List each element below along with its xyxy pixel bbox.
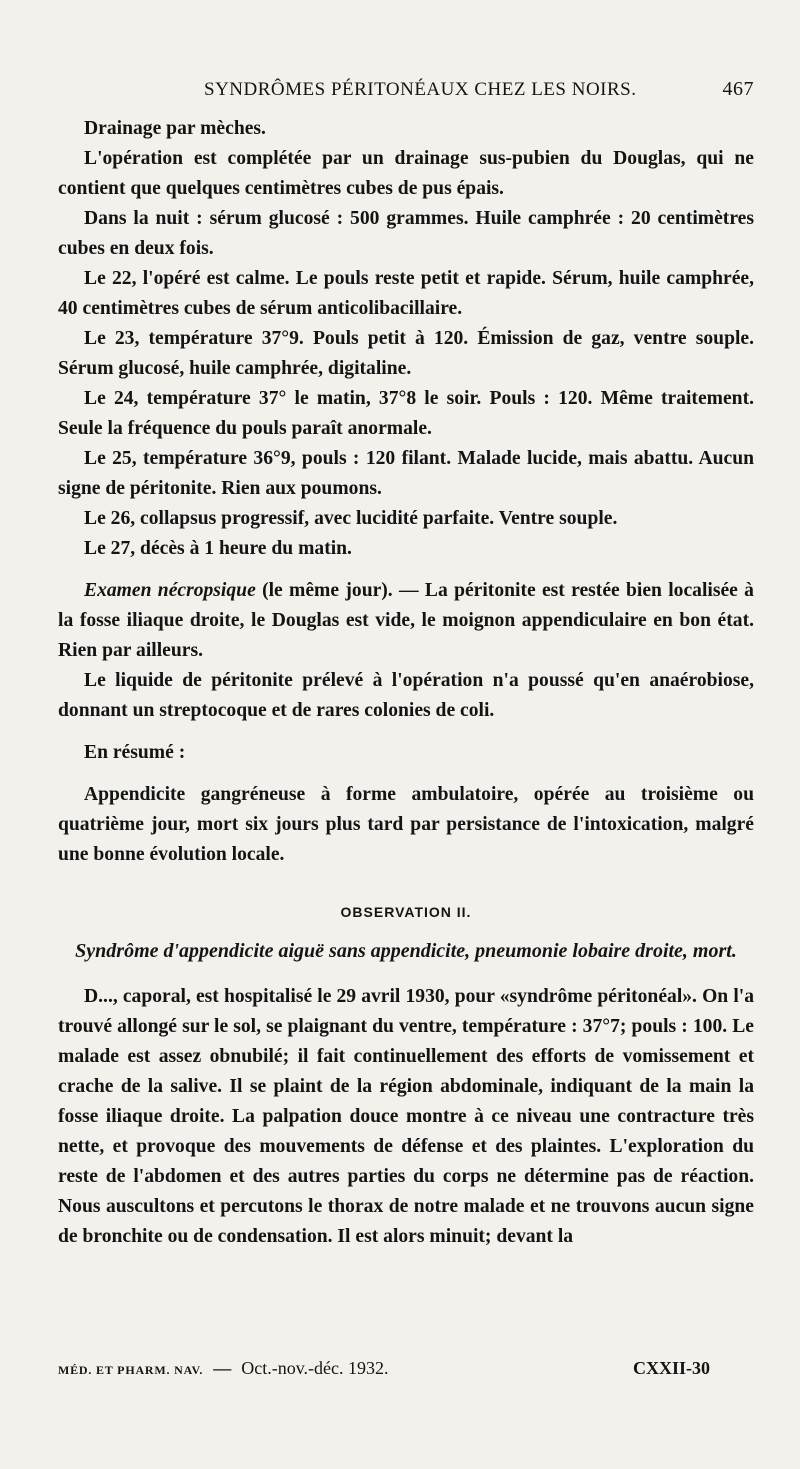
paragraph-night: Dans la nuit : sérum glucosé : 500 grammes. Huile camphrée : 20 centimètres cubes en deux fois. bbox=[58, 208, 754, 259]
paragraph-day-25: Le 25, température 36°9, pouls : 120 filant. Malade lucide, mais abattu. Aucun signe de péritonite. Rien aux poumons. bbox=[58, 448, 754, 499]
necropsy-label: Examen nécropsique bbox=[84, 580, 256, 601]
footer-journal: MÉD. ET PHARM. NAV. bbox=[58, 1363, 204, 1377]
page-footer bbox=[58, 1358, 710, 1379]
paragraph-liquid: Le liquide de péritonite prélevé à l'opération n'a poussé qu'en anaérobiose, donnant un streptocoque et de rares colonies de coli. bbox=[58, 670, 754, 721]
paragraph-drainage: Drainage par mèches. bbox=[84, 118, 266, 139]
footer-date: Oct.-nov.-déc. 1932. bbox=[241, 1358, 389, 1378]
observation-body bbox=[58, 982, 754, 1252]
paragraph-operation: L'opération est complétée par un drainage sus-pubien du Douglas, qui ne contient que quelques centimètres cubes de pus épais. bbox=[58, 148, 754, 199]
paragraph-day-22: Le 22, l'opéré est calme. Le pouls reste petit et rapide. Sérum, huile camphrée, 40 centimètres cubes de sérum anticolibacillaire. bbox=[58, 268, 754, 319]
running-title: SYNDRÔMES PÉRITONÉAUX CHEZ LES NOIRS. bbox=[204, 79, 637, 100]
footer-dash: — bbox=[213, 1358, 232, 1378]
paragraph-day-27: Le 27, décès à 1 heure du matin. bbox=[84, 538, 352, 559]
observation-title: Syndrôme d'appendicite aiguë sans appendicite, pneumonie lobaire droite, mort. bbox=[75, 940, 737, 962]
paragraph-day-24: Le 24, température 37° le matin, 37°8 le soir. Pouls : 120. Même traitement. Seule la fréquence du pouls paraît anormale. bbox=[58, 388, 754, 439]
observation-heading: OBSERVATION II. bbox=[340, 904, 472, 920]
running-header bbox=[58, 78, 754, 114]
paragraph-day-23: Le 23, température 37°9. Pouls petit à 120. Émission de gaz, ventre souple. Sérum glucosé, huile camphrée, digitaline. bbox=[58, 328, 754, 379]
observation-paragraph: D..., caporal, est hospitalisé le 29 avril 1930, pour «syndrôme péritonéal». On l'a trouvé allongé sur le sol, se plaignant du ventre, température : 37°7; pouls : 100. Le malade est assez obnubilé; il fait continuellement des efforts de vomissement et crache de la salive. Il se plaint de la région abdominale, indiquant de la main la fosse iliaque droite. La palpation douce montre à ce niveau une contracture très nette, et provoque des mouvements de défense et des plaintes. L'exploration du reste de l'abdomen et des autres parties du corps ne détermine pas de réaction. Nous auscultons et percutons le thorax de notre malade et ne trouvons aucun signe de bronchite ou de condensation. Il est alors minuit; devant la bbox=[58, 986, 754, 1247]
paragraph-necropsy bbox=[58, 576, 754, 666]
necropsy-text: (le même jour). — La péritonite est restée bien localisée à la fosse iliaque droite, le Douglas est vide, le moignon appendiculaire en bon état. Rien par ailleurs. bbox=[58, 580, 754, 661]
page-number: 467 bbox=[722, 78, 754, 100]
summary-label: En résumé : bbox=[84, 742, 186, 763]
paragraph-day-26: Le 26, collapsus progressif, avec lucidité parfaite. Ventre souple. bbox=[84, 508, 618, 529]
body-text bbox=[58, 114, 754, 870]
summary-text: Appendicite gangréneuse à forme ambulatoire, opérée au troisième ou quatrième jour, mort six jours plus tard par persistance de l'intoxication, malgré une bonne évolution locale. bbox=[58, 784, 754, 865]
footer-signature: CXXII-30 bbox=[632, 1358, 710, 1378]
